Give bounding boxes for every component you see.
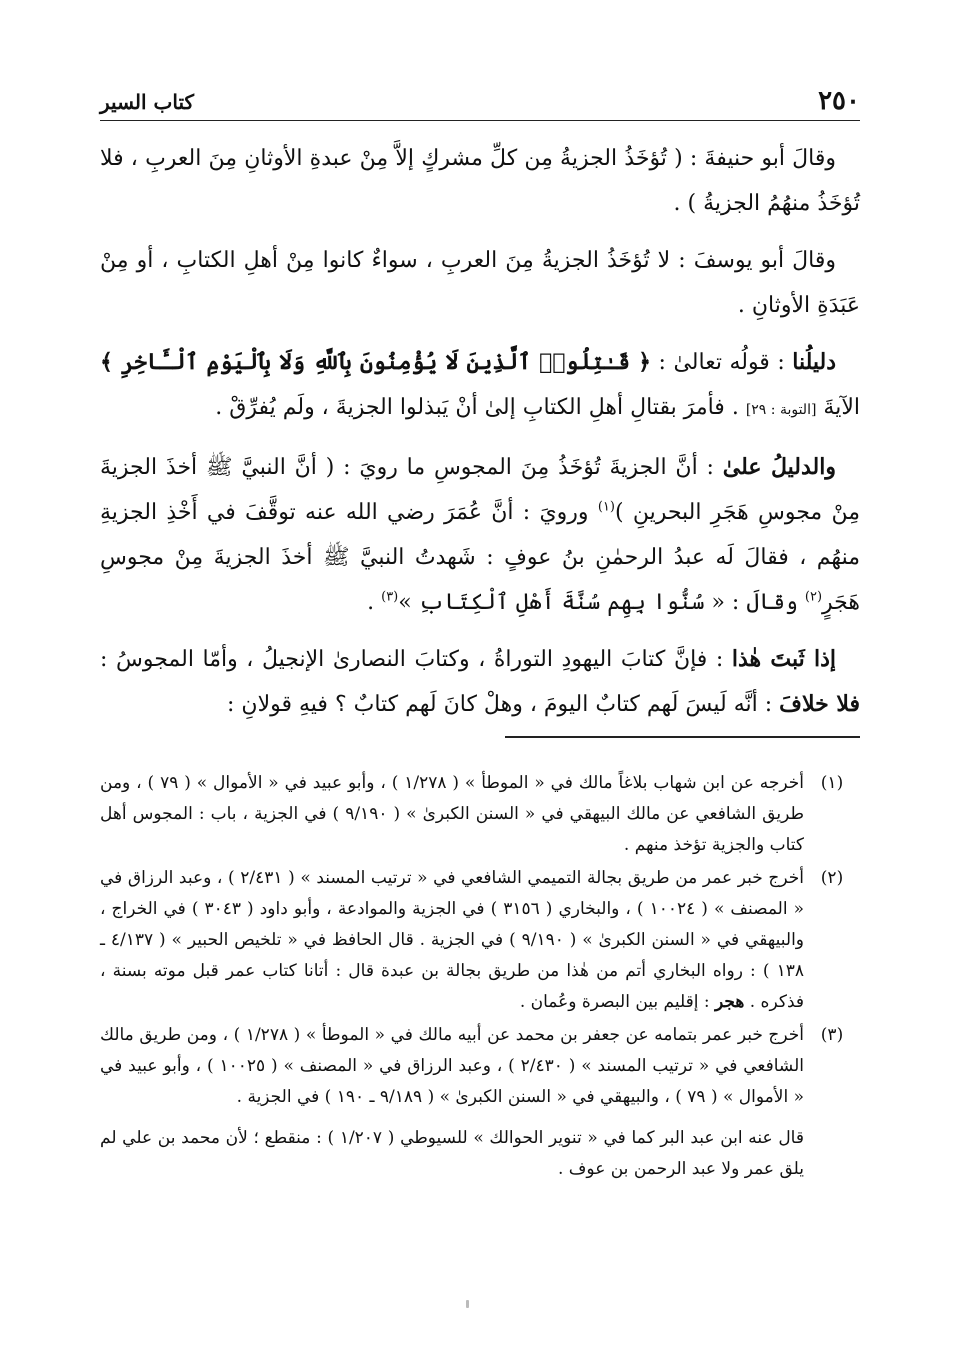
footnote-marker-3[interactable]: (٣)	[381, 589, 399, 605]
quran-verse: ﴿ قَـٰتِلُوا۟ ٱلَّذِينَ لَا يُؤْمِنُونَ بِٱللَّهِ وَلَا بِٱلْيَوْمِ ٱلْـَٔاخِرِ ﴾	[100, 349, 652, 375]
footnote-number: (٣)	[820, 1025, 844, 1045]
footnote-text: أخرج خبر عمر من طريق بجالة التميمي الشافعي في « ترتيب المسند » ( ٢/٤٣١ ) ، وعبد الرزاق في « المصنف » ( ١٠٠٢٤ ) ، والبخاري ( ٣١٥٦ ) في الجزية والموادعة ، وأبو داود ( ٣٠٤٣ ) في الخراج ، والبيهقي في « السنن الكبرىٰ » ( ٩/١٩٠ ) في الجزية . قال الحافظ في « تلخيص الحبير » ( ٤/١٣٧ ـ ١٣٨ ) : رواه البخاري أتم من هٰذا من طريق بجالة بن عبدة قال : أتانا كتاب عمر قبل موته بسنة ، فذكره .	[100, 868, 805, 1012]
footnote-marker-1[interactable]: (١)	[597, 499, 615, 515]
evidence-text-3: . فأمرَ بقتالِ أهلِ الكتابِ إلىٰ أنْ يَبذلوا الجزيةَ ، ولَم يُفرِّقْ .	[215, 395, 746, 420]
proof-text-2: ورويَ : أنَّ عُمَرَ رضي الله عنه توقَّفَ في أَخْذِ الجزيةِ منهُم ، فقالَ لَه عبدُ الرحمٰنِ بنُ عوفٍ : شَهدتُ النبيَّ ﷺ أخذَ الجزيةَ مِنْ مجوسِ هَجَرٍ	[100, 500, 860, 615]
paragraph-proof	[100, 445, 860, 625]
proof-lead: والدليلُ علىٰ	[722, 454, 836, 480]
established-text-1: : فإنَّ كتابَ اليهودِ التوراةُ ، وكتابَ النصارىٰ الإنجيلُ ، وأمّا المجوسُ :	[100, 647, 732, 672]
footnote-text: أخرج خبر عمر بتمامه عن جعفر بن محمد عن أبيه مالك في « الموطأ » ( ١/٢٧٨ ) ، ومن طريق مالك الشافعي في « ترتيب المسند » ( ٢/٤٣٠ ) ، وعبد الرزاق في « المصنف » ( ١٠٠٢٥ ) ، وأبو عبيد في « الأموال » ( ٧٩ ) ، والبيهقي في « السنن الكبرىٰ » ( ٩/١٨٩ ـ ١٩٠ ) في الجزية .	[100, 1025, 805, 1107]
footnote-3-continuation: قال عنه ابن عبد البر كما في « تنوير الحوالك » للسيوطي ( ١/٢٠٧ ) : منقطع ؛ لأن محمد بن علي لم يلق عمر ولا عبد الرحمن بن عوف .	[100, 1128, 804, 1179]
paragraph-established	[100, 637, 860, 727]
main-text	[100, 136, 860, 739]
page-header	[100, 84, 860, 121]
footnote-2	[100, 863, 860, 1018]
proof-text-3: وقالَ : « سُنُّوا بِهِم سُنَّةَ أَهْلِ ٱلْكِتَابِ »	[398, 590, 805, 615]
evidence-text-1: : قولُه تعالىٰ :	[651, 350, 793, 375]
footnote-separator	[505, 736, 860, 738]
running-title: كتاب السير	[100, 90, 195, 114]
footnotes	[100, 768, 860, 1185]
established-lead: إذا ثَبتَ هٰذا	[731, 646, 836, 672]
paragraph-evidence	[100, 340, 860, 433]
footnote-body	[100, 863, 804, 1018]
proof-text-1: : أنَّ الجزيةَ تُؤخَذُ مِنَ المجوسِ ما رويَ : ( أنَّ النبيَّ ﷺ أخذَ الجزيةَ مِنْ مجوسِ هَجَرِ البحرينِ )	[100, 455, 860, 525]
footnote-3	[100, 1020, 860, 1113]
paragraph-abu-hanifa: وقالَ أبو حنيفةَ : ( تُؤخَذُ الجزيةُ مِن كلِّ مشركٍ إلاَّ مِنْ عبدةِ الأوثانِ مِنَ العربِ ، فلا تُؤخَذُ منهُمُ الجزيةُ ) .	[100, 146, 860, 216]
verse-reference: [التوبة : ٢٩]	[745, 402, 817, 418]
evidence-lead: دليلُنا	[792, 349, 836, 375]
footnote-number: (١)	[820, 773, 844, 793]
no-dispute-lead: فلا خلافَ	[779, 691, 860, 717]
paragraph-abu-yusuf: وقالَ أبو يوسفَ : لا تُؤخَذُ الجزيةُ مِنَ العربِ ، سواءٌ كانوا مِنْ أهلِ الكتابِ ، أو مِنْ عَبَدَةِ الأوثانِ .	[100, 248, 860, 318]
established-text-2: : أنَّه لَيسَ لَهم كتابٌ اليومَ ، وهلْ كانَ لَهم كتابٌ ؟ فيهِ قولانِ :	[227, 692, 780, 717]
scan-mark	[466, 1300, 469, 1308]
footnote-term-definition: : إقليم بين البصرة وعُمان .	[519, 992, 716, 1012]
footnote-number: (٢)	[820, 868, 844, 888]
footnote-marker-2[interactable]: (٢)	[804, 589, 823, 605]
footnote-term: هجر	[715, 992, 745, 1012]
evidence-text-2: الآيةَ	[816, 395, 860, 420]
page-number: ٢٥٠	[818, 86, 860, 116]
footnote-text: أخرجه عن ابن شهاب بلاغاً مالك في « الموطأ » ( ١/٢٧٨ ) ، وأبو عبيد في « الأموال » ( ٧٩ ) ، ومن طريق الشافعي عن مالك البيهقي في « السنن الكبرىٰ » ( ٩/١٩٠ ) في الجزية ، باب : المجوس أهل كتاب والجزية تؤخذ منهم .	[100, 773, 804, 855]
proof-text-4: .	[367, 590, 382, 615]
footnote-1	[100, 768, 860, 861]
